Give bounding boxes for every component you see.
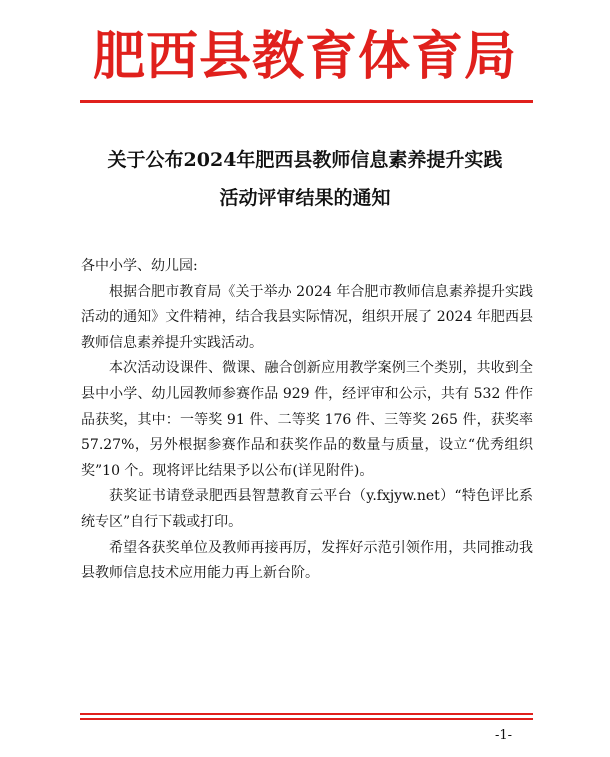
body-paragraph: 希望各获奖单位及教师再接再厉，发挥好示范引领作用，共同推动我县教师信息技术应用能力再上新台阶。 — [81, 539, 533, 582]
document-body — [81, 254, 533, 587]
letterhead-red-rule — [80, 100, 533, 103]
body-paragraph: 本次活动设课件、微课、融合创新应用教学案例三个类别，共收到全县中小学、幼儿园教师参赛作品 929 件，经评审和公示，共有 532 件作品获奖，其中：一等奖 91 件、二等奖 176 件、三等奖 265 件，获奖率 57.27%，另外根据参赛作品和获奖作品的数量与质量，设立“优秀组织奖”10 个。现将评比结果予以公布(详见附件)。 — [81, 360, 533, 479]
letterhead-org-name: 肥西县教育体育局 — [92, 27, 517, 87]
document-title-line-2: 活动评审结果的通知 — [219, 187, 391, 209]
salutation: 各中小学、幼儿园: — [81, 258, 198, 274]
footer-red-rule — [80, 718, 533, 720]
document-title — [0, 141, 610, 217]
footer-red-rule — [80, 713, 533, 715]
page-number: -1- — [495, 728, 513, 743]
body-paragraph: 根据合肥市教育局《关于举办 2024 年合肥市教师信息素养提升实践活动的通知》文件精神，结合我县实际情况，组织开展了 2024 年肥西县教师信息素养提升实践活动。 — [81, 283, 533, 351]
document-title-line-1: 关于公布2024年肥西县教师信息素养提升实践 — [107, 149, 503, 171]
body-paragraph: 获奖证书请登录肥西县智慧教育云平台（y.fxjyw.net）“特色评比系统专区”自行下载或打印。 — [81, 488, 533, 530]
